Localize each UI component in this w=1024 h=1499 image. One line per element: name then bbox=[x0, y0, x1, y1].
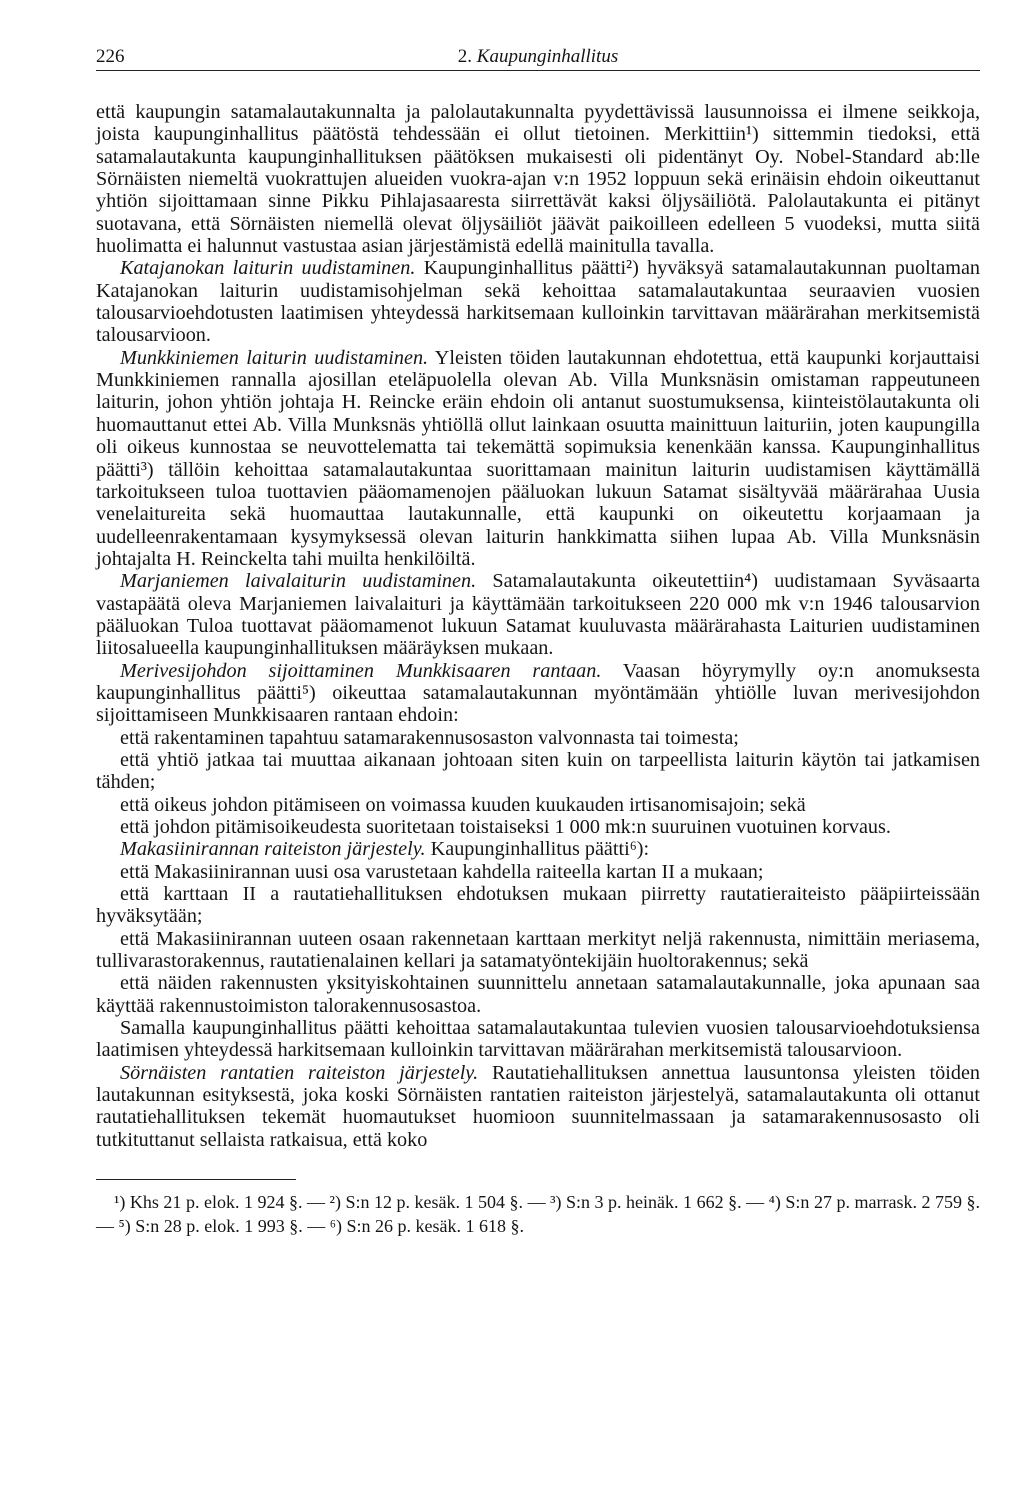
section-heading: Makasiinirannan raiteiston järjestely. bbox=[120, 838, 426, 861]
footnote: ¹) Khs 21 p. elok. 1 924 §. — ²) S:n 12 p. kesäk. 1 504 §. — ³) S:n 3 p. heinäk. 1 662 §. — ⁴) S:n 27 p. marrask. 2 759 §. — ⁵) S:n 28 p. elok. 1 993 §. — ⁶) S:n 26 p. kesäk. 1 618 §. bbox=[96, 1192, 980, 1237]
paragraph-text: että kaupungin satamalautakunnalta ja palolautakunnalta pyydettävissä lausunnoissa ei ilmene seikkoja, joista kaupunginhallitus päätöstä tehdessään ei ollut tietoinen. Merkittiin¹) sittemmin tiedoksi, että satamalautakunta kaupunginhallituksen päätöksen mukaisesti oli pidentänyt Oy. Nobel-Standard ab:lle Sörnäisten niemeltä vuokrattujen alueiden vuokra-ajan v:n 1952 loppuun sekä erinäisin ehdoin oikeuttanut yhtiön sijoittamaan sinne Pikku Pihlajasaaresta siirrettävät kaksi öljysäiliötä. Palolautakunta ei pitänyt suotavana, että Sörnäisten niemellä olevat öljysäiliöt jäävät paikoilleen edelleen 5 vuodeksi, mutta siitä huolimatta ei halunnut vastustaa asian järjestämistä edellä mainitulla tavalla. bbox=[96, 101, 980, 258]
paragraph-text: Satamalautakunta oikeutettiin⁴) uudistamaan Syväsaarta vastapäätä oleva Marjaniemen laivalaituri ja käyttämään tarkoitukseen 220 000 mk v:n 1946 talousarvion pääluokan Tuloa tuottavat pääomamenot lukuun Satamat kuuluvasta määrärahasta Laiturien uudistaminen liitosalueella kaupunginhallituksen määräyksen mukaan. bbox=[96, 570, 980, 660]
paragraph bbox=[96, 1062, 980, 1151]
paragraph bbox=[96, 816, 980, 838]
paragraph bbox=[96, 347, 980, 570]
running-title bbox=[96, 46, 980, 68]
section-heading: Merivesijohdon sijoittaminen Munkkisaaren rantaan. bbox=[120, 659, 602, 682]
section-heading: Marjaniemen laivalaiturin uudistaminen. bbox=[120, 570, 477, 593]
paragraph-text: Kaupunginhallitus päätti⁶): bbox=[425, 838, 650, 861]
paragraph bbox=[96, 972, 980, 1017]
paragraph bbox=[96, 838, 980, 860]
body-text bbox=[96, 101, 980, 1151]
chapter-number: 2. bbox=[457, 46, 473, 67]
paragraph bbox=[96, 883, 980, 928]
paragraph-text: että yhtiö jatkaa tai muuttaa aikanaan johtoaan siten kuin on tarpeellista laiturin käytön tai jatkamisen tähden; bbox=[96, 748, 980, 794]
paragraph bbox=[96, 570, 980, 659]
paragraph bbox=[96, 660, 980, 727]
paragraph-text: Rautatiehallituksen annettua lausuntonsa yleisten töiden lautakunnan esityksestä, joka koski Sörnäisten rantatien raiteiston järjestelyä, satamalautakunta oli ottanut rautatiehallituksen tekemät huomautukset huomioon suunnitelmassaan ja satamarakennusosasto oli tutkituttanut sellaista ratkaisua, että koko bbox=[96, 1061, 980, 1151]
paragraph-text: että karttaan II a rautatiehallituksen ehdotuksen mukaan piirretty rautatieraiteisto pääpiirteissään hyväksytään; bbox=[96, 883, 980, 928]
paragraph-text: että Makasiinirannan uuteen osaan rakennetaan karttaan merkityt neljä rakennusta, nimittäin meriasema, tullivarastorakennus, rautatienalainen kellari ja satamatyöntekijäin huoltorakennus; sekä bbox=[96, 927, 980, 973]
paragraph-text: että rakentaminen tapahtuu satamarakennusosaston valvonnasta tai toimesta; bbox=[120, 726, 739, 749]
footnote-divider bbox=[96, 1179, 296, 1180]
paragraph-text: Kaupunginhallitus päätti²) hyväksyä satamalautakunnan puoltaman Katajanokan laiturin uudistamisohjelman sekä kehoittaa satamalautakuntaa seuraavien vuosien talousarvioehdotusten laatimisen yhteydessä harkitsemaan kulloinkin tarvittavan määrärahan merkitsemistä talousarvioon. bbox=[96, 257, 981, 347]
paragraph bbox=[96, 727, 980, 749]
running-header bbox=[96, 40, 980, 71]
chapter-title: Kaupunginhallitus bbox=[476, 46, 619, 67]
section-heading: Sörnäisten rantatien raiteiston järjestely. bbox=[120, 1061, 479, 1084]
paragraph-text: että näiden rakennusten yksityiskohtainen suunnittelu annetaan satamalautakunnalle, joka apunaan saa käyttää rakennustoimiston talorakennusosastoa. bbox=[96, 972, 980, 1017]
paragraph-text: Samalla kaupunginhallitus päätti kehoittaa satamalautakuntaa tulevien vuosien talousarvioehdotuksiensa laatimisen yhteydessä harkitsemaan kulloinkin tarvittavan määrärahan merkitsemistä talousarvioon. bbox=[96, 1017, 980, 1062]
paragraph bbox=[96, 928, 980, 973]
section-heading: Katajanokan laiturin uudistaminen. bbox=[120, 257, 416, 280]
footnotes bbox=[96, 1190, 980, 1238]
paragraph bbox=[96, 794, 980, 816]
document-page bbox=[96, 40, 980, 1238]
paragraph bbox=[96, 861, 980, 883]
paragraph-text: Yleisten töiden lautakunnan ehdotettua, että kaupunki korjauttaisi Munkkiniemen rannalla ajosillan eteläpuolella olevan Ab. Villa Munksnäsin omistaman rappeutuneen laiturin, johon yhtiön johtaja H. Reincke eräin ehdoin oli antanut suostumuksensa, kiinteistölautakunta oli huomauttanut ettei Ab. Villa Munksnäs yhtiöllä ollut lainkaan osuutta mainittuun laituriin, joten kaupungilla oli oikeus kunnostaa se neuvottelematta tai tekemättä sopimuksia kenenkään kanssa. Kaupunginhallitus päätti³) tällöin kehoittaa satamalautakuntaa suorittamaan mainitun laiturin uudistamisen käyttämällä tarkoitukseen tuloa tuottavien pääomamenojen pääluokan lukuun Satamat sisältyvää määrärahaa Uusia venelaitureita sekä huomauttaa lautakunnalle, että kaupunki on oikeutettu korjaamaan ja uudelleenrakentamaan kysymyksessä olevan laiturin hankkimatta siihen lupaa Ab. Villa Munksnäsin johtajalta H. Reinckelta tahi muilta henkilöiltä. bbox=[96, 346, 981, 570]
paragraph bbox=[96, 257, 980, 346]
paragraph-text: että johdon pitämisoikeudesta suoritetaan toistaiseksi 1 000 mk:n suuruinen vuotuinen korvaus. bbox=[120, 816, 891, 838]
paragraph bbox=[96, 749, 980, 794]
paragraph bbox=[96, 101, 980, 257]
section-heading: Munkkiniemen laiturin uudistaminen. bbox=[120, 346, 429, 369]
paragraph-text: että oikeus johdon pitämiseen on voimassa kuuden kuukauden irtisanomisajoin; sekä bbox=[120, 793, 806, 816]
paragraph-text: että Makasiinirannan uusi osa varustetaan kahdella raiteella kartan II a mukaan; bbox=[120, 860, 764, 883]
paragraph bbox=[96, 1017, 980, 1062]
paragraph-text: Vaasan höyrymylly oy:n anomuksesta kaupunginhallitus päätti⁵) oikeuttaa satamalautakunnan myöntämään yhtiölle luvan merivesijohdon sijoittamiseen Munkkisaaren rantaan ehdoin: bbox=[96, 659, 980, 727]
page-number: 226 bbox=[96, 46, 125, 67]
